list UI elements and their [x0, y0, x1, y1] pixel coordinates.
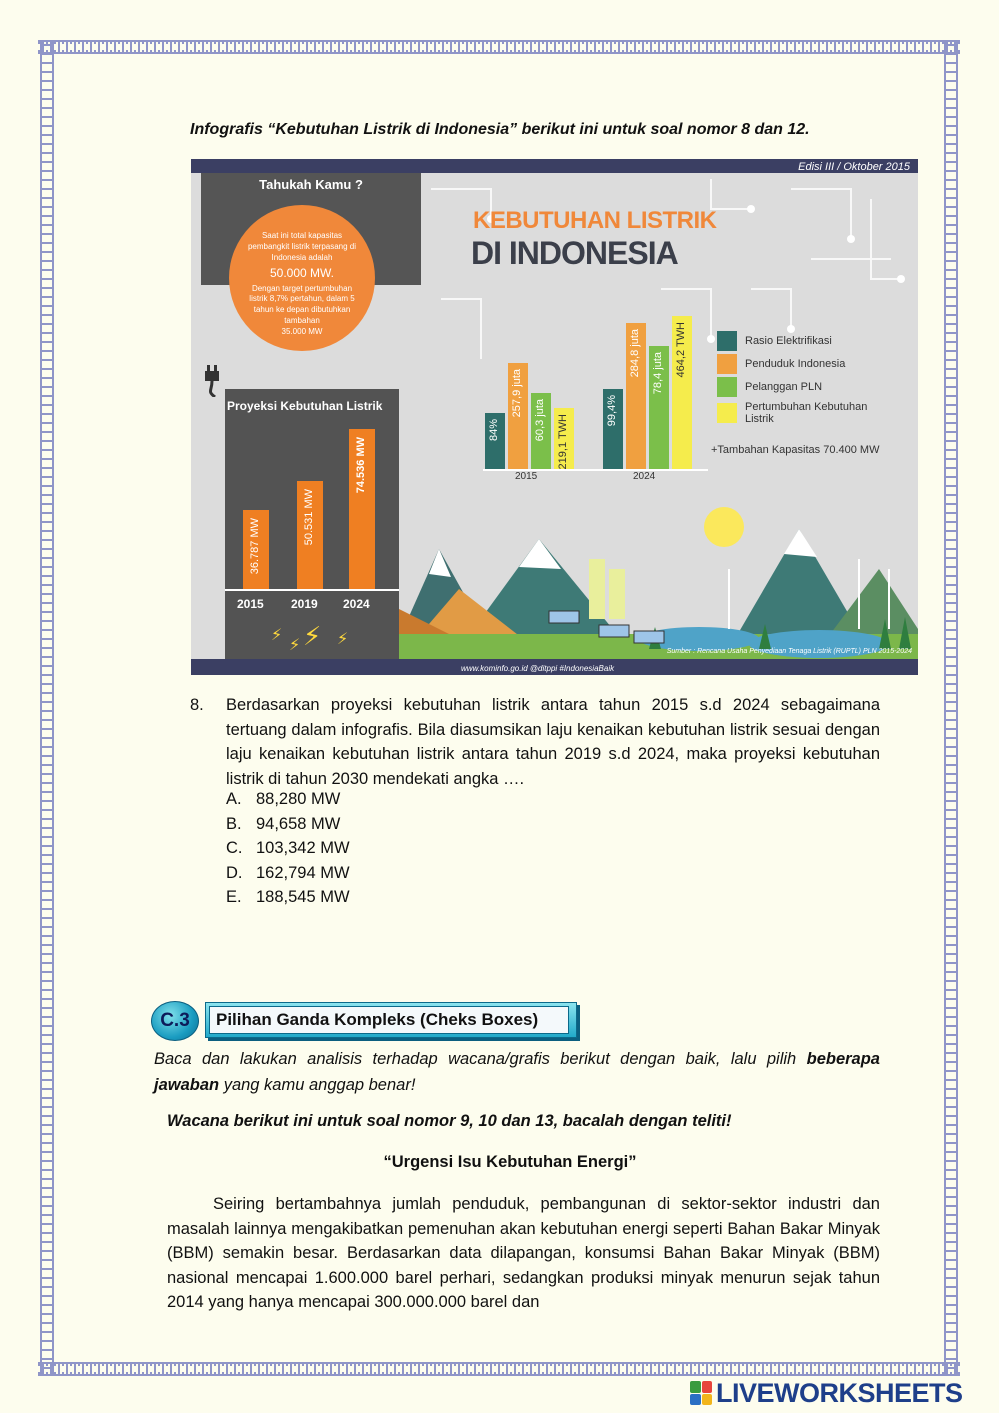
projection-year-label: 2015	[237, 597, 264, 611]
projection-value-label: 74.536 MW	[355, 437, 367, 494]
question-8	[190, 693, 880, 791]
infographic-intro: Infografis “Kebutuhan Listrik di Indonesia” berikut ini untuk soal nomor 8 dan 12.	[190, 121, 810, 138]
comparison-value-label: 284,8 juta	[629, 328, 641, 378]
landscape-illustration	[399, 499, 918, 659]
comparison-year-label: 2015	[515, 471, 538, 482]
legend-item	[717, 401, 895, 425]
option-c[interactable]: C. 103,342 MW	[226, 839, 350, 857]
legend-swatch	[717, 354, 737, 374]
edition-label: Edisi III / Oktober 2015	[798, 161, 910, 173]
fact-text-2: Dengan target pertumbuhan listrik 8,7% pertahun, dalam 5 tahun ke depan dibutuhkan tambahan	[249, 283, 355, 325]
infographic-credits: www.kominfo.go.id @ditppi #IndonesiaBaik	[461, 664, 615, 673]
projection-value-label: 50.531 MW	[303, 488, 315, 545]
legend-label: Rasio Elektrifikasi	[745, 335, 832, 347]
plug-icon	[201, 365, 225, 397]
option-a[interactable]: A. 88,280 MW	[226, 790, 341, 808]
legend-item	[717, 331, 895, 351]
passage-intro: Wacana berikut ini untuk soal nomor 9, 10 dan 13, bacalah dengan teliti!	[167, 1112, 732, 1130]
projection-value-label: 36.787 MW	[249, 518, 261, 575]
comparison-value-label: 84%	[488, 418, 500, 441]
legend-label: Pelanggan PLN	[745, 381, 823, 393]
lightning-icon: ⚡	[337, 631, 349, 648]
lightning-icon: ⚡	[303, 621, 322, 651]
comparison-year-label: 2024	[633, 471, 656, 482]
infographic-title-1: KEBUTUHAN LISTRIK	[473, 207, 717, 234]
legend-label: Pertumbuhan Kebutuhan Listrik	[745, 401, 868, 425]
legend-swatch	[717, 377, 737, 397]
tahukah-title: Tahukah Kamu ?	[259, 177, 363, 192]
page-border-bottom	[38, 1362, 960, 1376]
projection-year-label: 2019	[291, 597, 318, 611]
option-b[interactable]: B. 94,658 MW	[226, 815, 341, 833]
comparison-value-label: 99,4%	[606, 395, 618, 427]
page-border-right	[944, 40, 958, 1376]
option-d[interactable]: D. 162,794 MW	[226, 864, 350, 882]
fact-text-3: 35.000 MW	[281, 326, 323, 336]
legend-label: Penduduk Indonesia	[745, 358, 846, 370]
infographic	[191, 159, 918, 675]
fact-text-1: Saat ini total kapasitas pembangkit listrik terpasang di Indonesia adalah	[247, 231, 357, 262]
lightning-icon: ⚡	[271, 627, 283, 644]
capacity-addition: +Tambahan Kapasitas 70.400 MW	[711, 444, 880, 456]
comparison-value-label: 257,9 juta	[511, 368, 523, 418]
comparison-axis	[483, 469, 708, 471]
legend-item	[717, 377, 895, 397]
article-title: “Urgensi Isu Kebutuhan Energi”	[383, 1153, 637, 1171]
infographic-source: Sumber : Rencana Usaha Penyediaan Tenaga Listrik (RUPTL) PLN 2015-2024	[666, 648, 912, 655]
infographic-title-2: DI INDONESIA	[471, 235, 678, 271]
comparison-value-label: 464,2 TWH	[675, 322, 687, 378]
option-e[interactable]: E. 188,545 MW	[226, 888, 350, 906]
comparison-value-label: 219,1 TWH	[557, 413, 569, 470]
liveworksheets-logo	[690, 1376, 963, 1410]
legend-swatch	[717, 403, 737, 423]
instruction-text: Baca dan lakukan analisis terhadap wacana/grafis berikut dengan baik, lalu pilih beberapa jawaban yang kamu anggap benar!	[154, 1050, 880, 1094]
legend-item	[717, 354, 895, 374]
section-title: Pilihan Ganda Kompleks (Cheks Boxes)	[216, 1010, 539, 1029]
fact-capacity: 50.000 MW.	[269, 266, 335, 281]
liveworksheets-icon	[690, 1381, 712, 1405]
page-border-left	[40, 40, 54, 1376]
projection-baseline	[225, 589, 399, 591]
question-text: Berdasarkan proyeksi kebutuhan listrik antara tahun 2015 s.d 2024 sebagaimana tertuang dalam infografis. Bila diasumsikan laju kenaikan kebutuhan listrik sesuai dengan laju kenaikan kebutuhan listrik antara tahun 2019 s.d 2024, maka proyeksi kebutuhan listrik di tahun 2030 mendekati angka ….	[226, 696, 880, 788]
page-border-top	[38, 40, 960, 54]
liveworksheets-text: LIVEWORKSHEETS	[716, 1377, 963, 1408]
question-number: 8.	[190, 696, 204, 714]
legend-swatch	[717, 331, 737, 351]
projection-title: Proyeksi Kebutuhan Listrik	[227, 399, 383, 413]
projection-year-label: 2024	[343, 597, 370, 611]
lightning-icon: ⚡	[289, 637, 301, 654]
section-badge: C.3	[151, 1001, 199, 1041]
article-paragraph: Seiring bertambahnya jumlah penduduk, pembangunan di sektor-sektor industri dan masalah lainnya mengakibatkan pemenuhan akan kebutuhan energi seperti Bahan Bakar Minyak (BBM) semakin besar. Berdasarkan data dilapangan, konsumsi Bahan Bakar Minyak (BBM) nasional mencapai 1.600.000 barel perhari, sedangkan produksi minyak menurun sejak tahun 2014 yang hanya mencapai 300.000.000 barel dan	[167, 1195, 880, 1312]
comparison-value-label: 78,4 juta	[652, 352, 664, 395]
comparison-value-label: 60,3 juta	[534, 398, 546, 441]
